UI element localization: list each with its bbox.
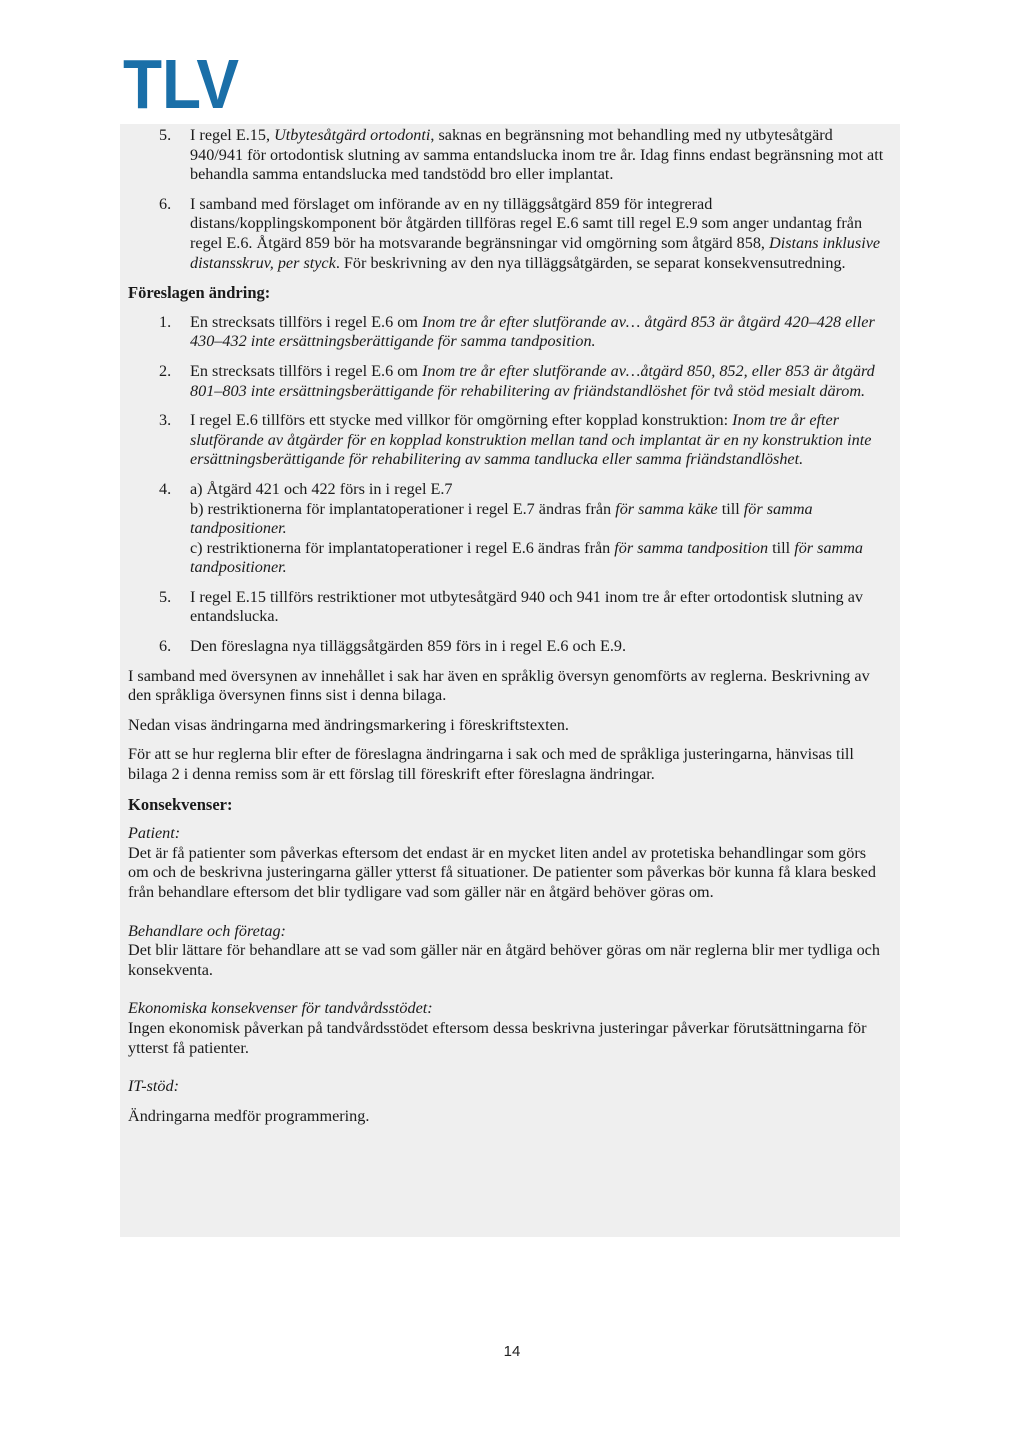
- tlv-logo: [123, 52, 241, 114]
- list-text: [190, 637, 886, 657]
- list-number: 2.: [159, 361, 172, 380]
- text-run: I regel E.15,: [190, 126, 275, 144]
- paragraph: Nedan visas ändringarna med ändringsmarkering i föreskriftstexten.: [128, 715, 569, 734]
- text-run: En strecksats tillförs i regel E.6 om: [190, 361, 422, 380]
- italic-text: för samma tandposition: [614, 538, 769, 557]
- list-text: [190, 362, 886, 401]
- consequence-label: Behandlare och företag:: [128, 921, 286, 940]
- italic-text: Distans inklusive distansskruv, per styck: [190, 233, 881, 272]
- list-text: [190, 195, 886, 273]
- list-text: [190, 588, 886, 627]
- list-subline: [190, 480, 886, 500]
- proposed-change-heading: Föreslagen ändring:: [128, 283, 271, 303]
- italic-text: Inom tre år efter slutförande av…åtgärd 850, 852, eller 853 är åtgärd 801–803 inte ersättningsberättigande för rehabilitering av friändstandlöshet för två stöd mesialt därom.: [190, 361, 875, 400]
- italic-text: Inom tre år efter slutförande av åtgärder för en kopplad konstruktion mellan tand och implantat är en ny konstruktion inte ersättningsberättigande för rehabilitering av samma tandlucka eller samma friändstandlöshet.: [190, 411, 872, 469]
- list-number: 6.: [159, 194, 172, 213]
- consequence-text: Ingen ekonomisk påverkan på tandvårdsstödet eftersom dessa beskrivna justeringar påverkar förutsättningarna för ytterst få patienter.: [128, 1018, 867, 1057]
- consequences-list: [128, 824, 886, 1126]
- consequences-heading: Konsekvenser:: [128, 794, 233, 814]
- document-body: [128, 126, 886, 1145]
- text-run: I regel E.15 tillförs restriktioner mot utbytesåtgärd 940 och 941 inom tre år efter ortodontisk slutning av entandslucka.: [190, 587, 863, 626]
- proposed-item: [128, 313, 886, 352]
- logo-text: TLV: [123, 52, 240, 114]
- intro-item: [128, 195, 886, 273]
- list-number: 5.: [159, 126, 172, 144]
- italic-text: Utbytesåtgärd ortodonti: [274, 126, 431, 144]
- italic-text: Inom tre år efter slutförande av… åtgärd 853 är åtgärd 420–428 eller 430–432 inte ersättningsberättigande för samma tandposition.: [190, 312, 875, 351]
- text-run: . För beskrivning av den nya tilläggsåtgärden, se separat konsekvensutredning.: [335, 253, 846, 272]
- proposed-item: [128, 588, 886, 627]
- text-run: I regel E.6 tillförs ett stycke med villkor för omgörning efter kopplad konstruktion:: [190, 411, 733, 430]
- list-number: 6.: [159, 637, 172, 656]
- consequence-label: IT-stöd:: [128, 1077, 179, 1096]
- proposed-item: [128, 480, 886, 578]
- list-subline: [190, 539, 886, 578]
- proposed-item: [128, 637, 886, 657]
- italic-text: för samma tandpositioner.: [190, 499, 813, 538]
- list-number: 4.: [159, 479, 172, 498]
- text-run: till: [717, 499, 744, 518]
- text-run: , saknas en begränsning mot behandling med ny utbytesåtgärd 940/941 för ortodontisk slutning av samma entandslucka inom tre år. Idag finns endast begränsning mot att behandla samma entandslucka med tandstödd bro eller implantat.: [190, 126, 884, 184]
- text-run: Den föreslagna nya tilläggsåtgärden 859 förs in i regel E.6 och E.9.: [190, 637, 627, 656]
- consequence-text: Det är få patienter som påverkas eftersom det endast är en mycket liten andel av protetiska behandlingar som görs om och de beskrivna justeringarna gäller ytterst få situationer. De patienter som påverkas bör kunna få klara besked från behandlare eftersom det blir tydligare vad som gäller när en åtgärd behöver göras om.: [128, 843, 876, 901]
- italic-text: för samma tandpositioner.: [190, 538, 864, 577]
- list-number: 3.: [159, 411, 172, 430]
- list-number: 5.: [159, 587, 172, 606]
- intro-item: [128, 126, 886, 185]
- consequence-section: [128, 999, 886, 1058]
- list-number: 1.: [159, 312, 172, 331]
- proposed-item: [128, 362, 886, 401]
- italic-text: för samma käke: [615, 499, 718, 518]
- text-run: till: [768, 538, 795, 557]
- text-run: I samband med förslaget om införande av en ny tilläggsåtgärd 859 för integrerad distans/kopplingskomponent bör åtgärden tillföras regel E.6 samt till regel E.9 som anger undantag från regel E.6. Åtgärd 859 bör ha motsvarande begränsningar vid omgörning som åtgärd 858,: [190, 194, 863, 252]
- text-run: a) Åtgärd 421 och 422 förs in i regel E.7: [190, 479, 453, 498]
- list-subline: [190, 500, 886, 539]
- paragraphs: [128, 667, 886, 785]
- consequence-label: Patient:: [128, 824, 181, 843]
- list-text: [190, 313, 886, 352]
- list-text: [190, 126, 886, 185]
- text-run: En strecksats tillförs i regel E.6 om: [190, 312, 422, 331]
- page-number: 14: [503, 1343, 521, 1360]
- proposed-change-list: [128, 313, 886, 657]
- consequence-text: Ändringarna medför programmering.: [128, 1106, 370, 1125]
- list-text: [190, 411, 886, 470]
- consequence-section: [128, 1077, 886, 1126]
- intro-list: [128, 126, 886, 273]
- consequence-label: Ekonomiska konsekvenser för tandvårdsstödet:: [128, 999, 433, 1018]
- paragraph: För att se hur reglerna blir efter de föreslagna ändringarna i sak och med de språkliga justeringarna, hänvisas till bilaga 2 i denna remiss som är ett förslag till föreskrift efter föreslagna ändringar.: [128, 745, 854, 784]
- text-run: c) restriktionerna för implantatoperationer i regel E.6 ändras från: [190, 538, 615, 557]
- consequence-text: Det blir lättare för behandlare att se vad som gäller när en åtgärd behöver göras om när reglerna blir mer tydliga och konsekventa.: [128, 941, 880, 979]
- consequence-section: [128, 922, 886, 981]
- paragraph: I samband med översynen av innehållet i sak har även en språklig översyn genomförts av reglerna. Beskrivning av den språkliga översynen finns sist i denna bilaga.: [128, 666, 870, 705]
- text-run: b) restriktionerna för implantatoperationer i regel E.7 ändras från: [190, 499, 616, 518]
- list-text: [190, 480, 886, 578]
- proposed-item: [128, 411, 886, 470]
- consequence-section: [128, 824, 886, 902]
